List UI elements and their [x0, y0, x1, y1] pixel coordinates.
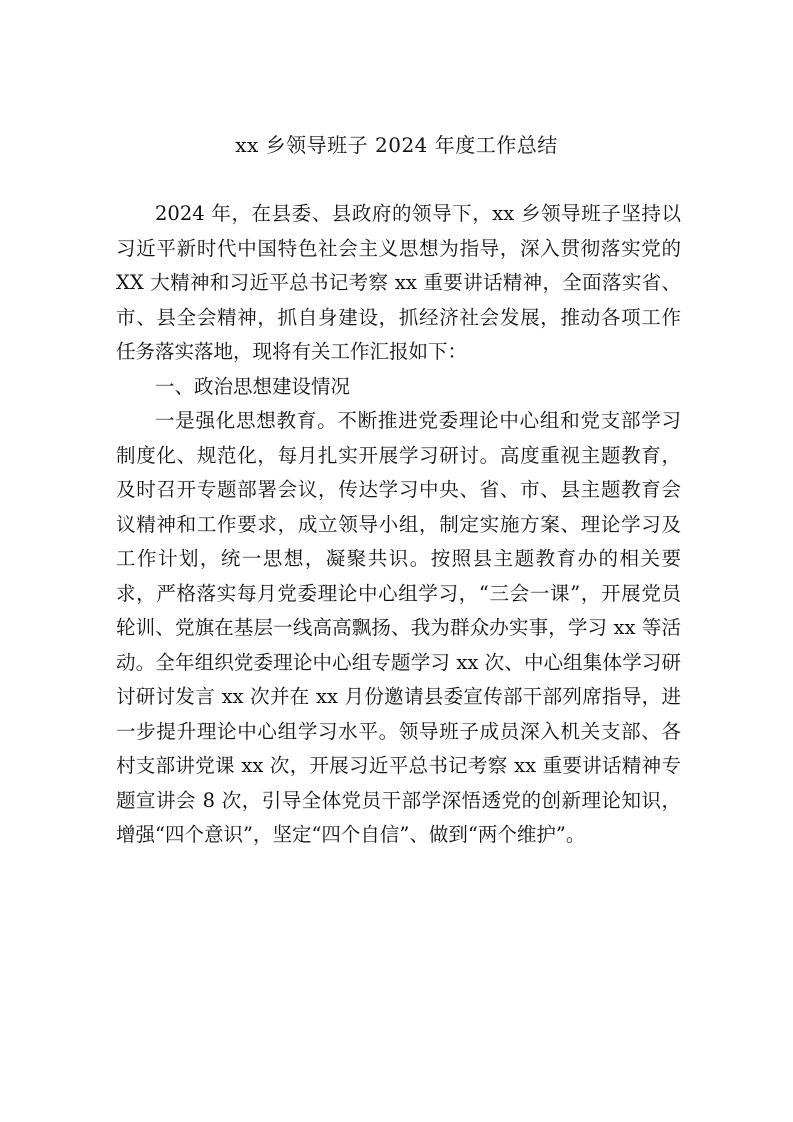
document-body [116, 197, 681, 853]
document-title: xx 乡领导班子 2024 年度工作总结 [235, 133, 558, 157]
section-heading: 一、政治思想建设情况 [155, 374, 351, 398]
intro-paragraph: 2024 年，在县委、县政府的领导下，xx 乡领导班子坚持以习近平新时代中国特色社会主义思想为指导，深入贯彻落实党的 XX 大精神和习近平总书记考察 xx 重要讲话精神，全面落实省、市、县全会精神，抓自身建设，抓经济社会发展，推动各项工作任务落实落地，现将有关工作汇报如下： [116, 202, 681, 363]
body-paragraph: 一是强化思想教育。不断推进党委理论中心组和党支部学习制度化、规范化，每月扎实开展学习研讨。高度重视主题教育，及时召开专题部署会议，传达学习中央、省、市、县主题教育会议精神和工作要求，成立领导小组，制定实施方案、理论学习及工作计划，统一思想，凝聚共识。按照县主题教育办的相关要求，严格落实每月党委理论中心组学习，“三会一课”，开展党员轮训、党旗在基层一线高高飘扬、我为群众办实事，学习 xx 等活动。全年组织党委理论中心组专题学习 xx 次、中心组集体学习研讨研讨发言 xx 次并在 xx 月份邀请县委宣传部干部列席指导，进一步提升理论中心组学习水平。领导班子成员深入机关支部、各村支部讲党课 xx 次，开展习近平总书记考察 xx 重要讲话精神专题宣讲会 8 次，引导全体党员干部学深悟透党的创新理论知识，增强“四个意识”，坚定“四个自信”、做到“两个维护”。 [116, 409, 681, 846]
